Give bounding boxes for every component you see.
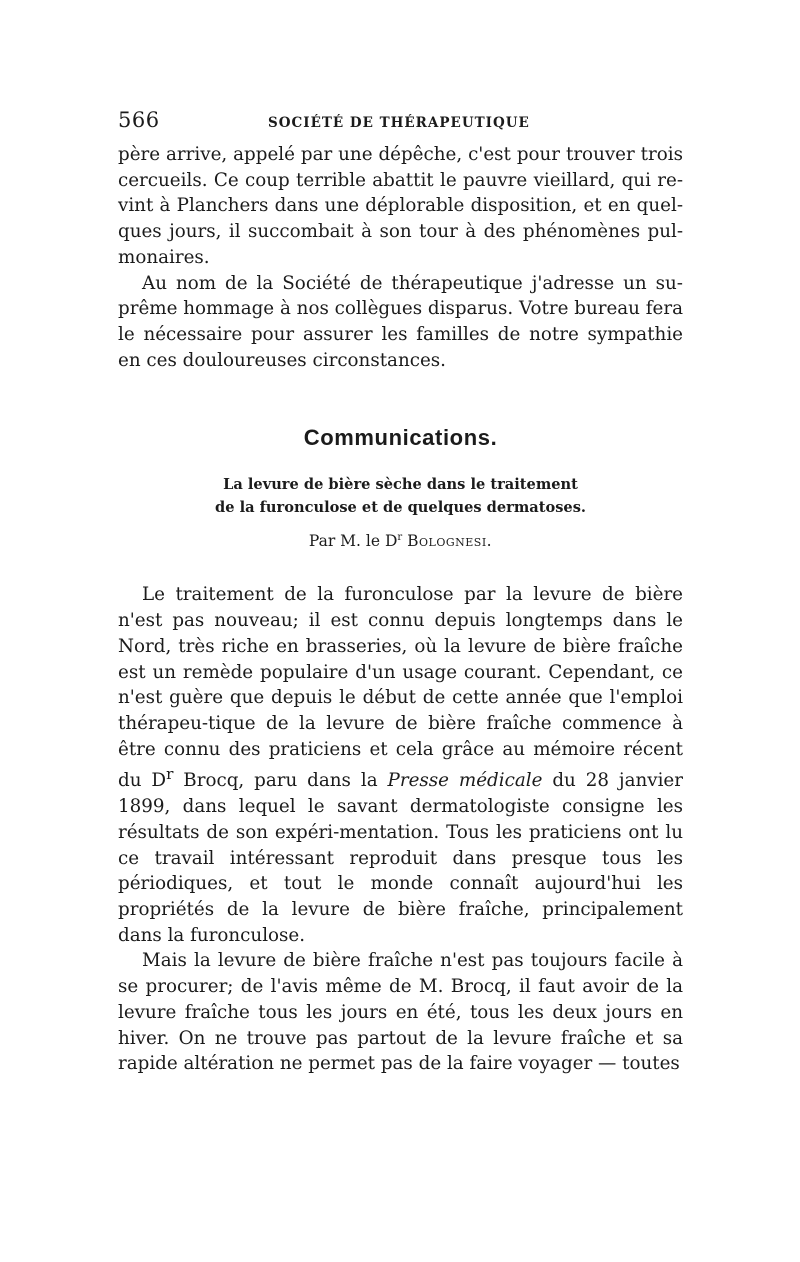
byline-prefix: Par M. le D	[308, 532, 398, 551]
p1-sup: r	[166, 765, 174, 784]
page-number: 566	[118, 108, 160, 132]
intro-paragraph-1: père arrive, appelé par une dépêche, c'est pour trouver trois cercueils. Ce coup terrible abattit le pauvre vieillard, qui re-vint à Planchers dans une déplorable disposition, et en quel-ques jours, il succombait à son tour à des phénomènes pul-monaires.	[118, 144, 683, 268]
article-paragraph-2: Mais la levure de bière fraîche n'est pas toujours facile à se procurer; de l'avis même de M. Brocq, il faut avoir de la levure fraîche tous les jours en été, tous les deux jours en hiver. On ne trouve pas partout de la levure fraîche et sa rapide altération ne permet pas de la faire voyager — toutes	[118, 950, 683, 1075]
p1-text-mid: Brocq, paru dans la	[173, 770, 388, 792]
byline-sup: r	[397, 532, 403, 544]
journal-title: Presse médicale	[387, 770, 543, 792]
article-title	[118, 473, 683, 519]
section-title: Communications.	[303, 425, 498, 451]
p1-text-end: du 28 janvier 1899, dans lequel le savant dermatologiste consigne les résultats de son expéri-mentation. Tous les praticiens ont lu ce travail intéressant reproduit dans presque tous les périodiques, et tout le monde connaît aujourd'hui les propriétés de la levure de bière fraîche, principalement dans la furonculose.	[118, 770, 683, 946]
running-head	[118, 108, 683, 142]
author-name: Bolognesi.	[407, 532, 493, 551]
article-title-line-2: de la furonculose et de quelques dermatoses.	[215, 499, 586, 517]
intro-paragraph-2: Au nom de la Société de thérapeutique j'adresse un su-prême hommage à nos collègues disparus. Votre bureau fera le nécessaire pour assurer les familles de notre sympathie en ces douloureuses circonstances.	[118, 272, 683, 371]
byline	[118, 527, 683, 552]
p1-text-start: Le traitement de la furonculose par la levure de bière n'est pas nouveau; il est connu depuis longtemps dans le Nord, très riche en brasseries, où la levure de bière fraîche est un remède populaire d'un usage courant. Cependant, ce n'est guère que depuis le début de cette année que l'emploi thérapeu-tique de la levure de bière fraîche commence à être connu des praticiens et cela grâce au mémoire récent du D	[118, 584, 683, 792]
running-title: SOCIÉTÉ DE THÉRAPEUTIQUE	[268, 115, 530, 131]
article-title-line-1: La levure de bière sèche dans le traitement	[223, 476, 578, 494]
article-paragraph-1	[118, 582, 683, 948]
book-page	[118, 108, 683, 1077]
